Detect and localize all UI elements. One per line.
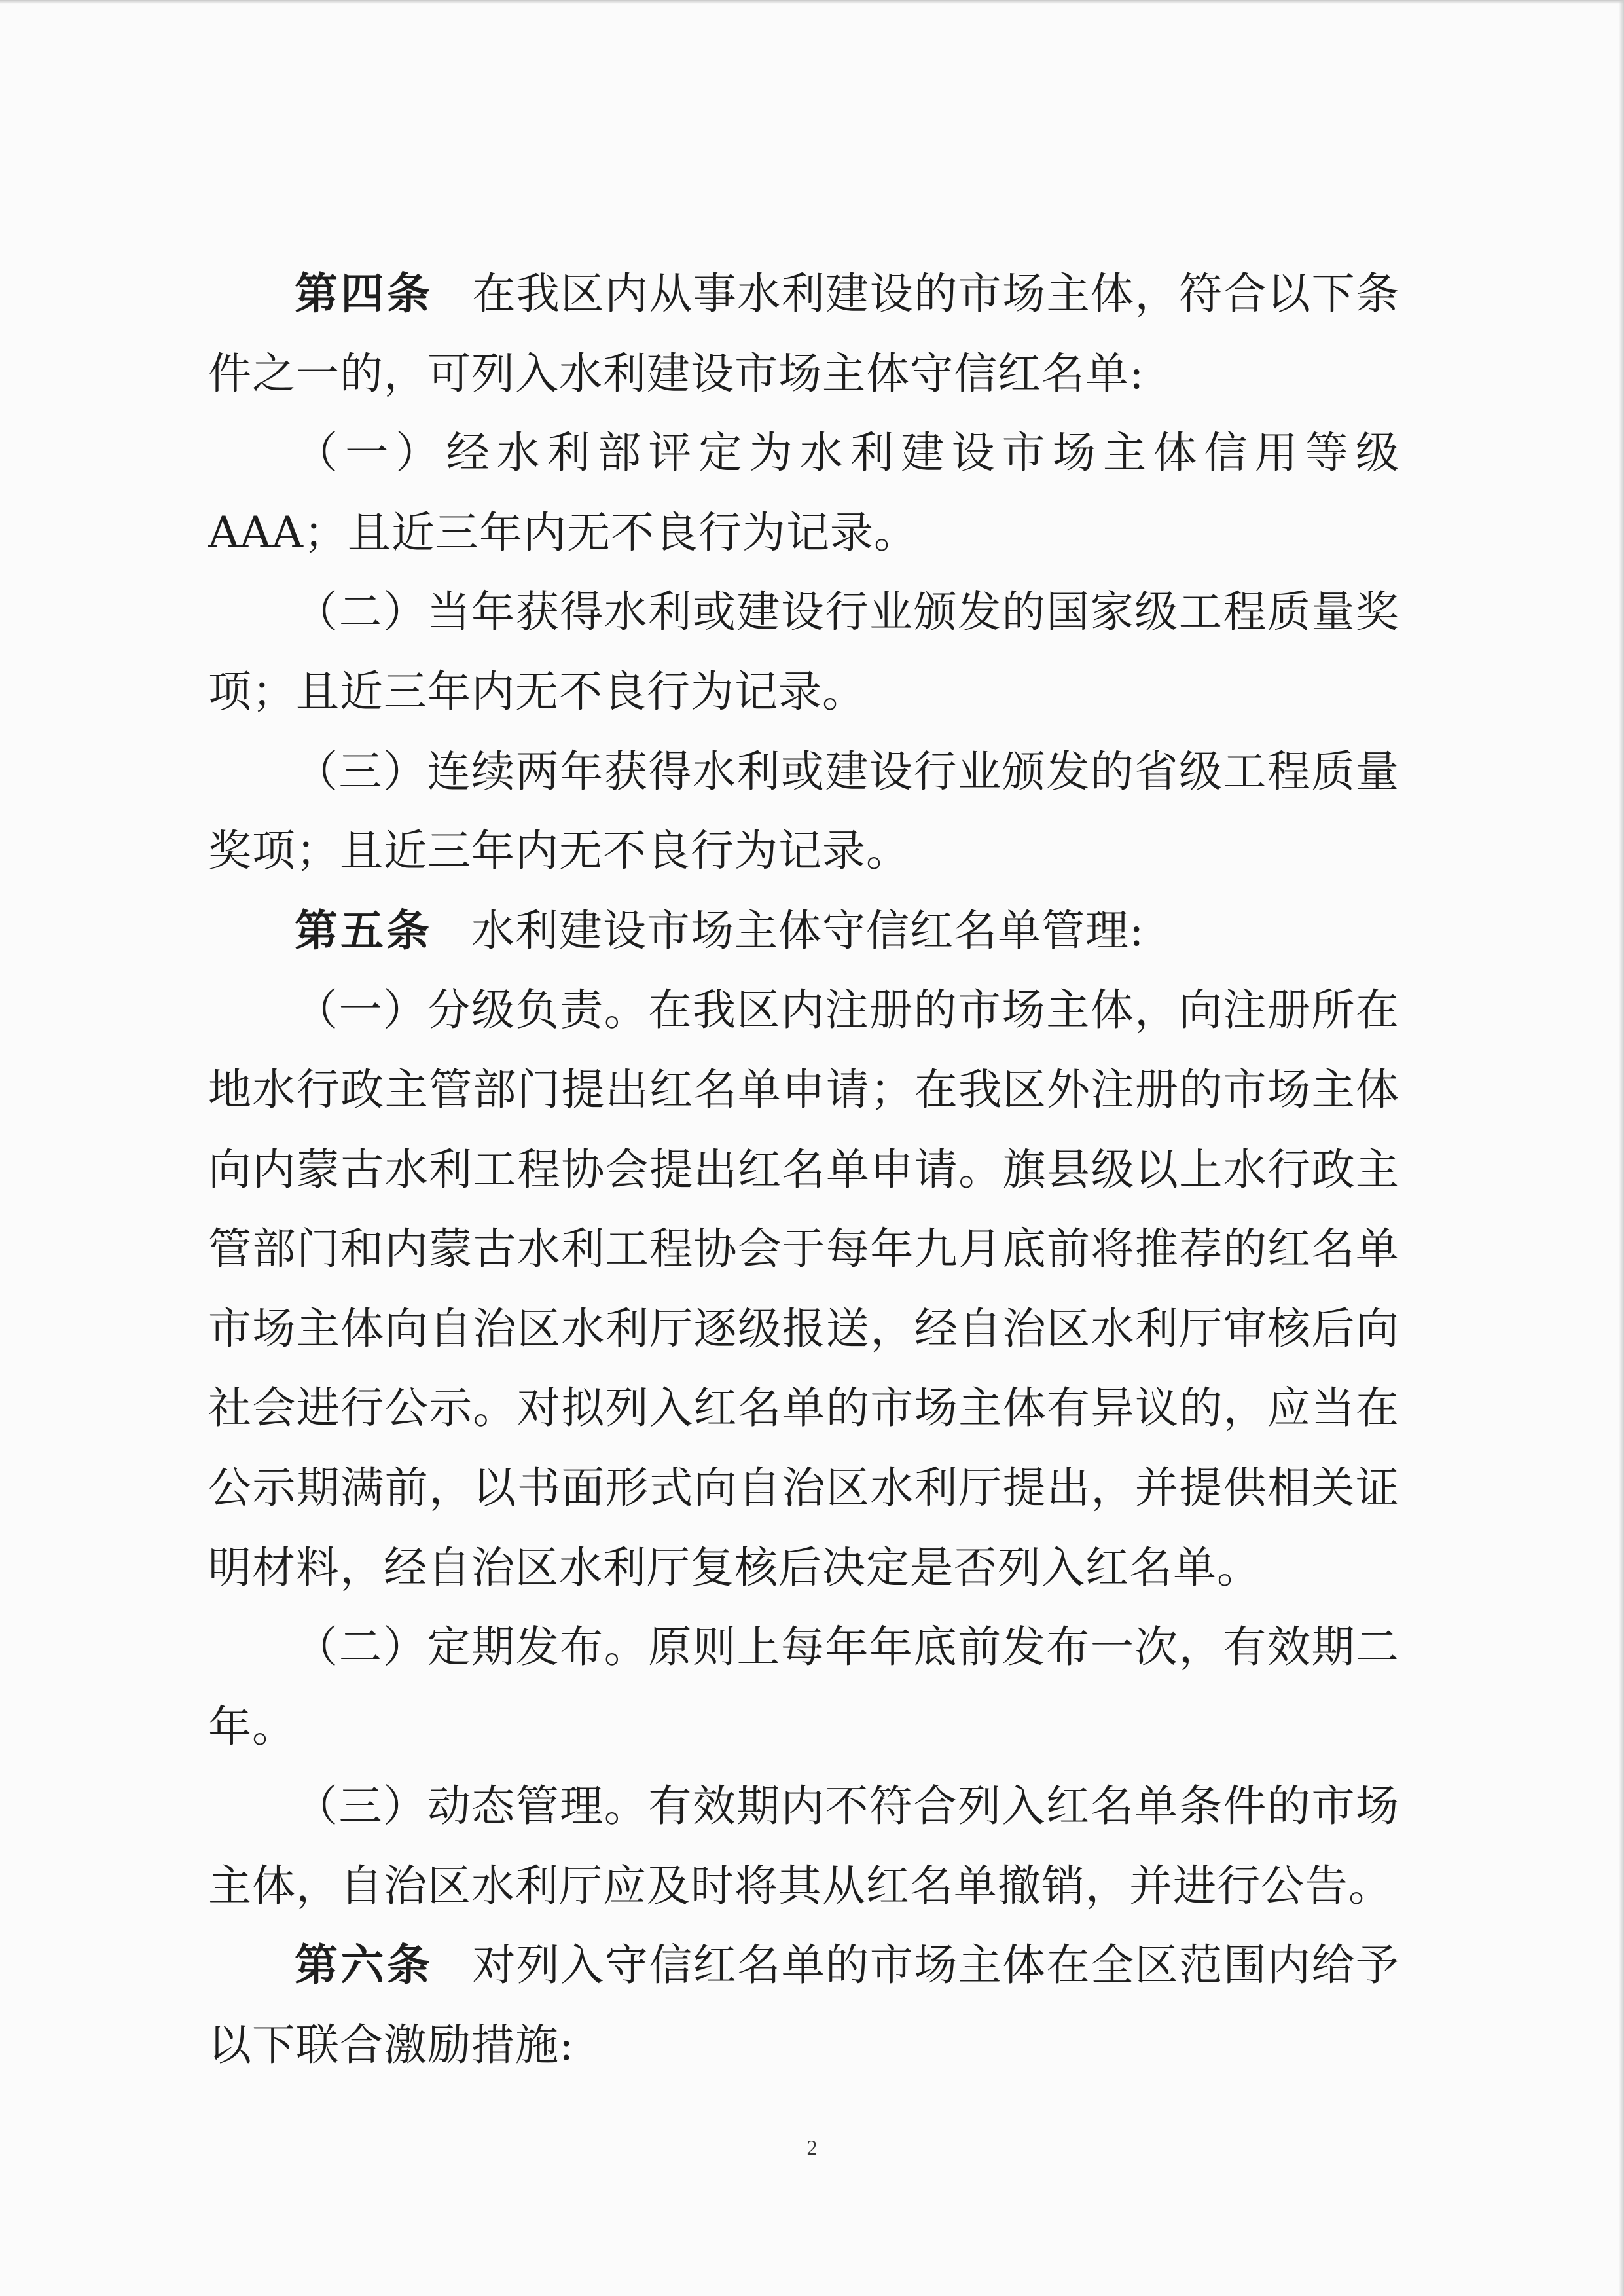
scan-edge-right <box>1619 0 1624 2296</box>
document-body <box>208 254 1399 2085</box>
page-number: 2 <box>806 2136 818 2159</box>
article-4-paragraph <box>208 254 1399 413</box>
scan-edge-top <box>0 0 1624 4</box>
article-6-paragraph <box>208 1925 1399 2085</box>
article-5-number: 第五条 <box>295 905 432 956</box>
article-4-item-3: （三）连续两年获得水利或建设行业颁发的省级工程质量奖项；且近三年内无不良行为记录。 <box>208 746 1399 877</box>
article-5-item-2: （二）定期发布。原则上每年年底前发布一次，有效期二年。 <box>208 1622 1399 1752</box>
article-5-paragraph <box>208 891 1399 971</box>
article-6-text: 对列入守信红名单的市场主体在全区范围内给予以下联合激励措施: <box>208 1940 1400 2071</box>
article-5-item-1: （一）分级负责。在我区内注册的市场主体，向注册所在地水行政主管部门提出红名单申请；在我区外注册的市场主体向内蒙古水利工程协会提出红名单申请。旗县级以上水行政主管部门和内蒙古水利工程协会于每年九月底前将推荐的红名单市场主体向自治区水利厅逐级报送，经自治区水利厅审核后向社会进行公示。对拟列入红名单的市场主体有异议的，应当在公示期满前，以书面形式向自治区水利厅提出，并提供相关证明材料，经自治区水利厅复核后决定是否列入红名单。 <box>208 985 1399 1593</box>
article-6-number: 第六条 <box>295 1940 433 1991</box>
article-5-item-3: （三）动态管理。有效期内不符合列入红名单条件的市场主体，自治区水利厅应及时将其从红名单撤销，并进行公告。 <box>208 1781 1399 1911</box>
article-4-text: 在我区内从事水利建设的市场主体，符合以下条件之一的，可列入水利建设市场主体守信红名单: <box>208 268 1400 399</box>
article-4-item-1: （一）经水利部评定为水利建设市场主体信用等级 AAA；且近三年内无不良行为记录。 <box>208 428 1399 558</box>
article-5-text: 水利建设市场主体守信红名单管理: <box>471 905 1145 956</box>
article-4-number: 第四条 <box>295 268 433 319</box>
article-4-item-2: （二）当年获得水利或建设行业颁发的国家级工程质量奖项；且近三年内无不良行为记录。 <box>208 587 1399 717</box>
